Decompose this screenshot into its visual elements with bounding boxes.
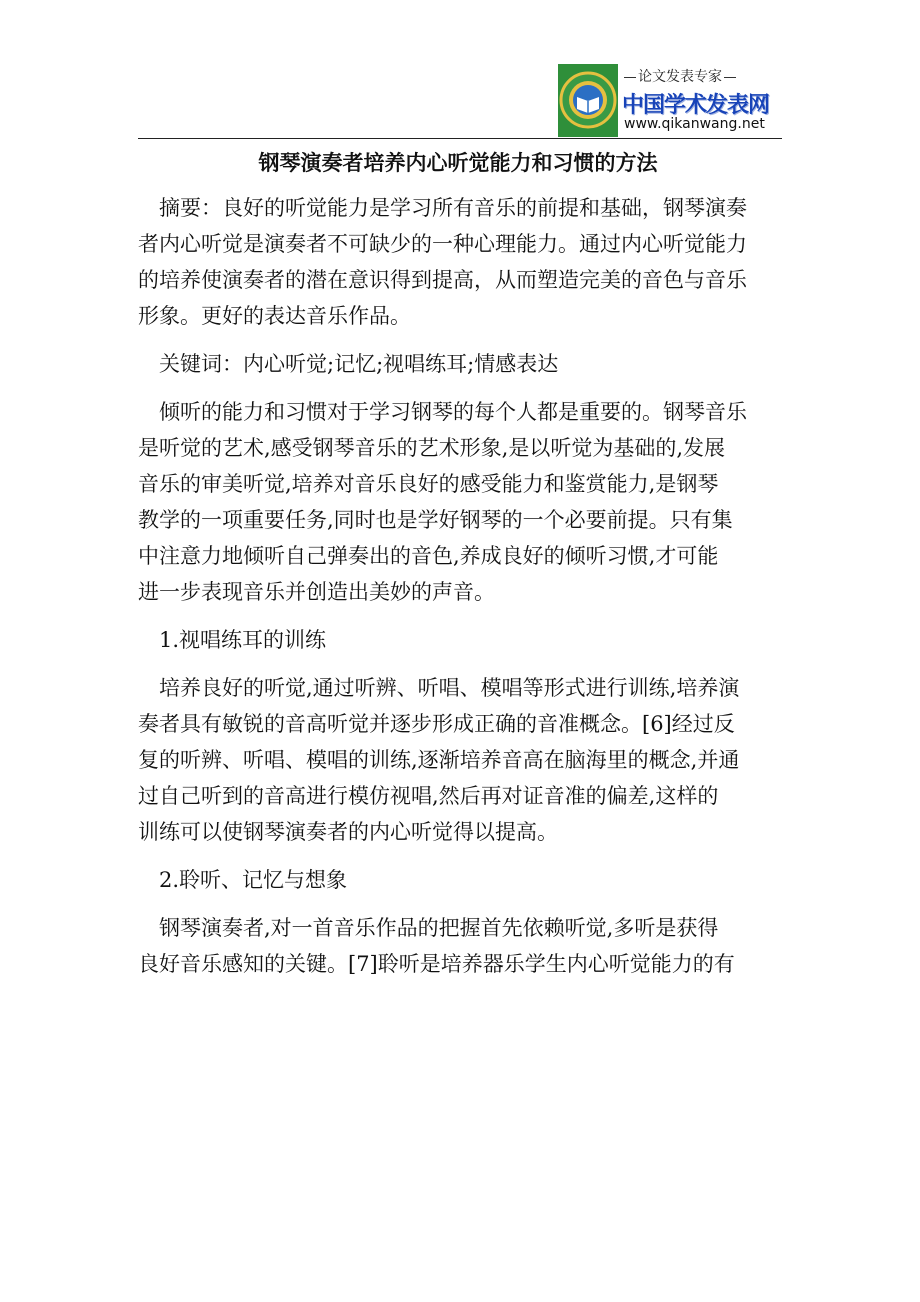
header-divider [138,138,782,139]
article-body [138,140,778,982]
abstract-line: 者内心听觉是演奏者不可缺少的一种心理能力。通过内心听觉能力 [138,232,747,256]
seal-logo-icon [558,64,618,137]
site-logo [558,64,780,137]
tag-dash-right [724,77,736,78]
spacer [138,334,778,346]
spacer [138,850,778,862]
article-title: 钢琴演奏者培养内心听觉能力和习惯的方法 [258,150,658,175]
intro-line: 倾听的能力和习惯对于学习钢琴的每个人都是重要的。钢琴音乐 [159,400,747,424]
section1-paragraph [138,670,778,850]
spacer [138,610,778,622]
section1-line: 奏者具有敏锐的音高听觉并逐步形成正确的音准概念。[6]经过反 [138,712,735,736]
section1-line: 过自己听到的音高进行模仿视唱,然后再对证音准的偏差,这样的 [138,784,719,808]
abstract-paragraph [138,190,778,334]
section2-heading [138,862,778,898]
logo-tagline [622,66,778,86]
intro-paragraph [138,394,778,610]
intro-line: 音乐的审美听觉,培养对音乐良好的感受能力和鉴赏能力,是钢琴 [138,472,719,496]
section-heading: 2.聆听、记忆与想象 [159,868,348,892]
section2-line: 良好音乐感知的关键。[7]聆听是培养器乐学生内心听觉能力的有 [138,952,735,976]
keywords-paragraph [138,346,778,382]
section2-paragraph [138,910,778,982]
abstract-line: 的培养使演奏者的潜在意识得到提高，从而塑造完美的音色与音乐 [138,268,747,292]
section1-heading [138,622,778,658]
intro-line: 教学的一项重要任务,同时也是学好钢琴的一个必要前提。只有集 [138,508,733,532]
page-header [0,0,920,140]
logo-name: 中国学术发表网 [622,93,770,118]
intro-line: 进一步表现音乐并创造出美妙的声音。 [138,580,495,604]
logo-tagline-text: 论文发表专家 [638,69,722,85]
intro-line: 中注意力地倾听自己弹奏出的音色,养成良好的倾听习惯,才可能 [138,544,719,568]
spacer [138,658,778,670]
logo-url: www.qikanwang.net [624,116,765,132]
spacer [138,382,778,394]
section1-line: 培养良好的听觉,通过听辨、听唱、模唱等形式进行训练,培养演 [159,676,740,700]
intro-line: 是听觉的艺术,感受钢琴音乐的艺术形象,是以听觉为基础的,发展 [138,436,726,460]
section2-line: 钢琴演奏者,对一首音乐作品的把握首先依赖听觉,多听是获得 [159,916,719,940]
keywords-line: 关键词：内心听觉;记忆;视唱练耳;情感表达 [159,352,559,376]
section-heading: 1.视唱练耳的训练 [159,628,327,652]
section1-line: 复的听辨、听唱、模唱的训练,逐渐培养音高在脑海里的概念,并通 [138,748,740,772]
spacer [138,898,778,910]
tag-dash-left [624,77,636,78]
abstract-line: 摘要：良好的听觉能力是学习所有音乐的前提和基础，钢琴演奏 [159,196,747,220]
section1-line: 训练可以使钢琴演奏者的内心听觉得以提高。 [138,820,558,844]
abstract-line: 形象。更好的表达音乐作品。 [138,304,411,328]
